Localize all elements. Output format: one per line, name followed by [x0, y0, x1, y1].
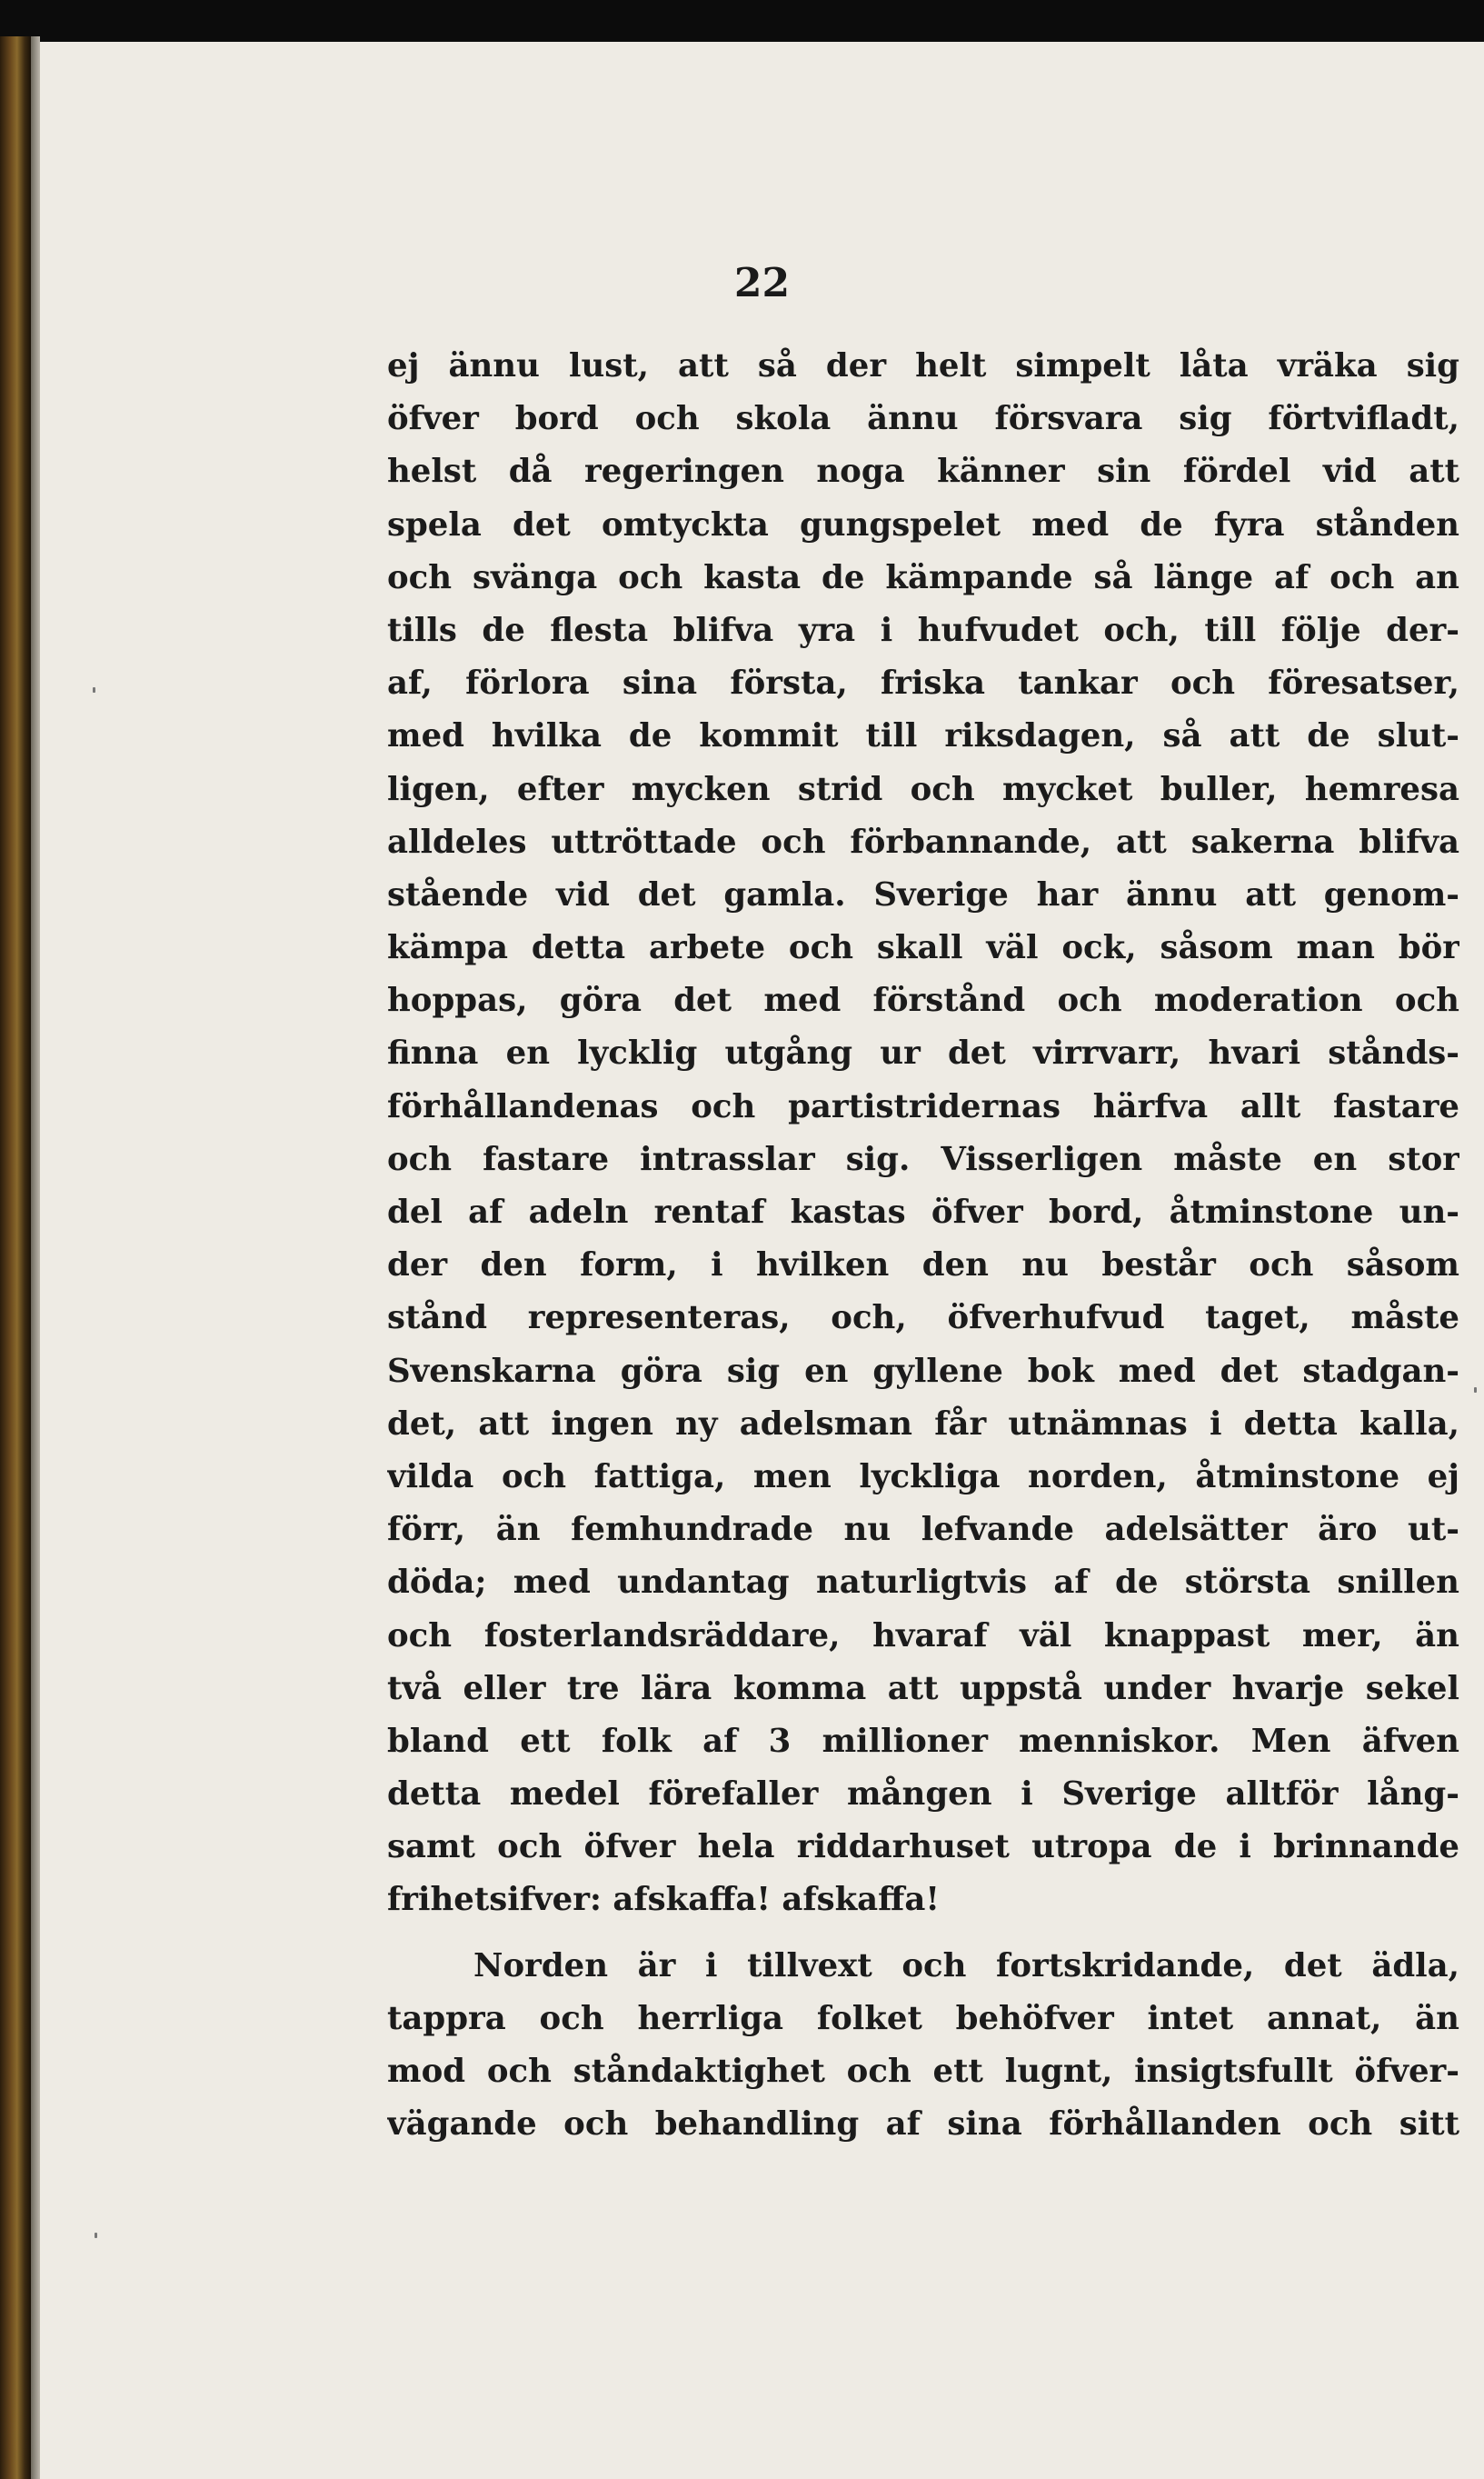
text-line: spela det omtyckta gungspelet med de fyra stånden	[387, 505, 1459, 544]
text-line: hoppas, göra det med förstånd och moderation och	[387, 982, 1459, 1020]
page-number: 22	[733, 260, 791, 306]
paper-speck	[95, 2233, 97, 2238]
text-line: två eller tre lära komma att uppstå under hvarje sekel	[387, 1669, 1459, 1707]
text-line: tills de ﬂesta blifva yra i hufvudet och, till följe der-	[387, 611, 1459, 649]
text-line: vilda och fattiga, men lyckliga norden, åtminstone ej	[387, 1457, 1459, 1495]
text-line: döda; med undantag naturligtvis af de största snillen	[387, 1564, 1459, 1602]
text-line: vägande och behandling af sina förhållanden och sitt	[387, 2105, 1459, 2144]
text-line: detta medel förefaller mången i Sverige alltför lång-	[387, 1775, 1459, 1814]
text-line: och svänga och kasta de kämpande så länge af och an	[387, 558, 1459, 596]
text-line: med hvilka de kommit till riksdagen, så att de slut-	[387, 717, 1459, 755]
text-line: kämpa detta arbete och skall väl ock, såsom man bör	[387, 929, 1459, 967]
text-line: del af adeln rentaf kastas öfver bord, åtminstone un-	[387, 1194, 1459, 1231]
text-line: och fosterlandsräddare, hvaraf väl knappast mer, än	[387, 1616, 1459, 1654]
text-line: öfver bord och skola ännu försvara sig förtviﬂadt,	[387, 400, 1459, 438]
body-text	[387, 340, 1459, 2151]
paragraph-2	[387, 1940, 1459, 2152]
paragraph-gap	[387, 1927, 1459, 1940]
paper-speck	[1474, 1387, 1477, 1393]
text-line: ligen, efter mycken strid och mycket buller, hemresa	[387, 770, 1459, 808]
text-line: och fastare intrasslar sig. Visserligen måste en stor	[387, 1140, 1459, 1178]
text-line: tappra och herrliga folket behöfver intet annat, än	[387, 1999, 1459, 2037]
text-line: Svenskarna göra sig en gyllene bok med det stadgan-	[387, 1352, 1459, 1390]
text-line: alldeles uttröttade och förbannande, att sakerna blifva	[387, 823, 1459, 861]
book-page	[40, 42, 1484, 2479]
text-line: stånd representeras, och, öfverhufvud taget, måste	[387, 1299, 1459, 1337]
page-gutter-shadow	[31, 36, 40, 2479]
text-line: samt och öfver hela riddarhuset utropa de i brinnande	[387, 1828, 1459, 1866]
paper-speck	[93, 687, 95, 693]
text-line: stående vid det gamla. Sverige har ännu att genom-	[387, 875, 1459, 914]
text-line: ej ännu lust, att så der helt simpelt låta vräka sig	[387, 347, 1459, 385]
book-binding-edge	[0, 36, 31, 2479]
text-line: der den form, i hvilken den nu består och såsom	[387, 1246, 1459, 1284]
text-line: mod och ståndaktighet och ett lugnt, insigtsfullt öfver-	[387, 2053, 1459, 2090]
text-line: frihetsifver: afskaffa! afskaffa!	[387, 1881, 940, 1919]
text-line: Norden är i tillvext och fortskridande, det ädla,	[473, 1946, 1459, 1984]
text-line: helst då regeringen noga känner sin fördel vid att	[387, 453, 1459, 491]
text-line: förhållandenas och partistridernas härfva allt fastare	[387, 1087, 1459, 1125]
text-line: finna en lycklig utgång ur det virrvarr, hvari stånds-	[387, 1035, 1459, 1073]
paragraph-1	[387, 340, 1459, 1927]
scan-top-border	[0, 0, 1484, 44]
text-line: bland ett folk af 3 millioner menniskor. Men äfven	[387, 1722, 1459, 1760]
text-line: det, att ingen ny adelsman får utnämnas i detta kalla,	[387, 1404, 1459, 1443]
text-line: af, förlora sina första, friska tankar och föresatser,	[387, 665, 1459, 703]
text-line: förr, än femhundrade nu lefvande adelsätter äro ut-	[387, 1511, 1459, 1549]
